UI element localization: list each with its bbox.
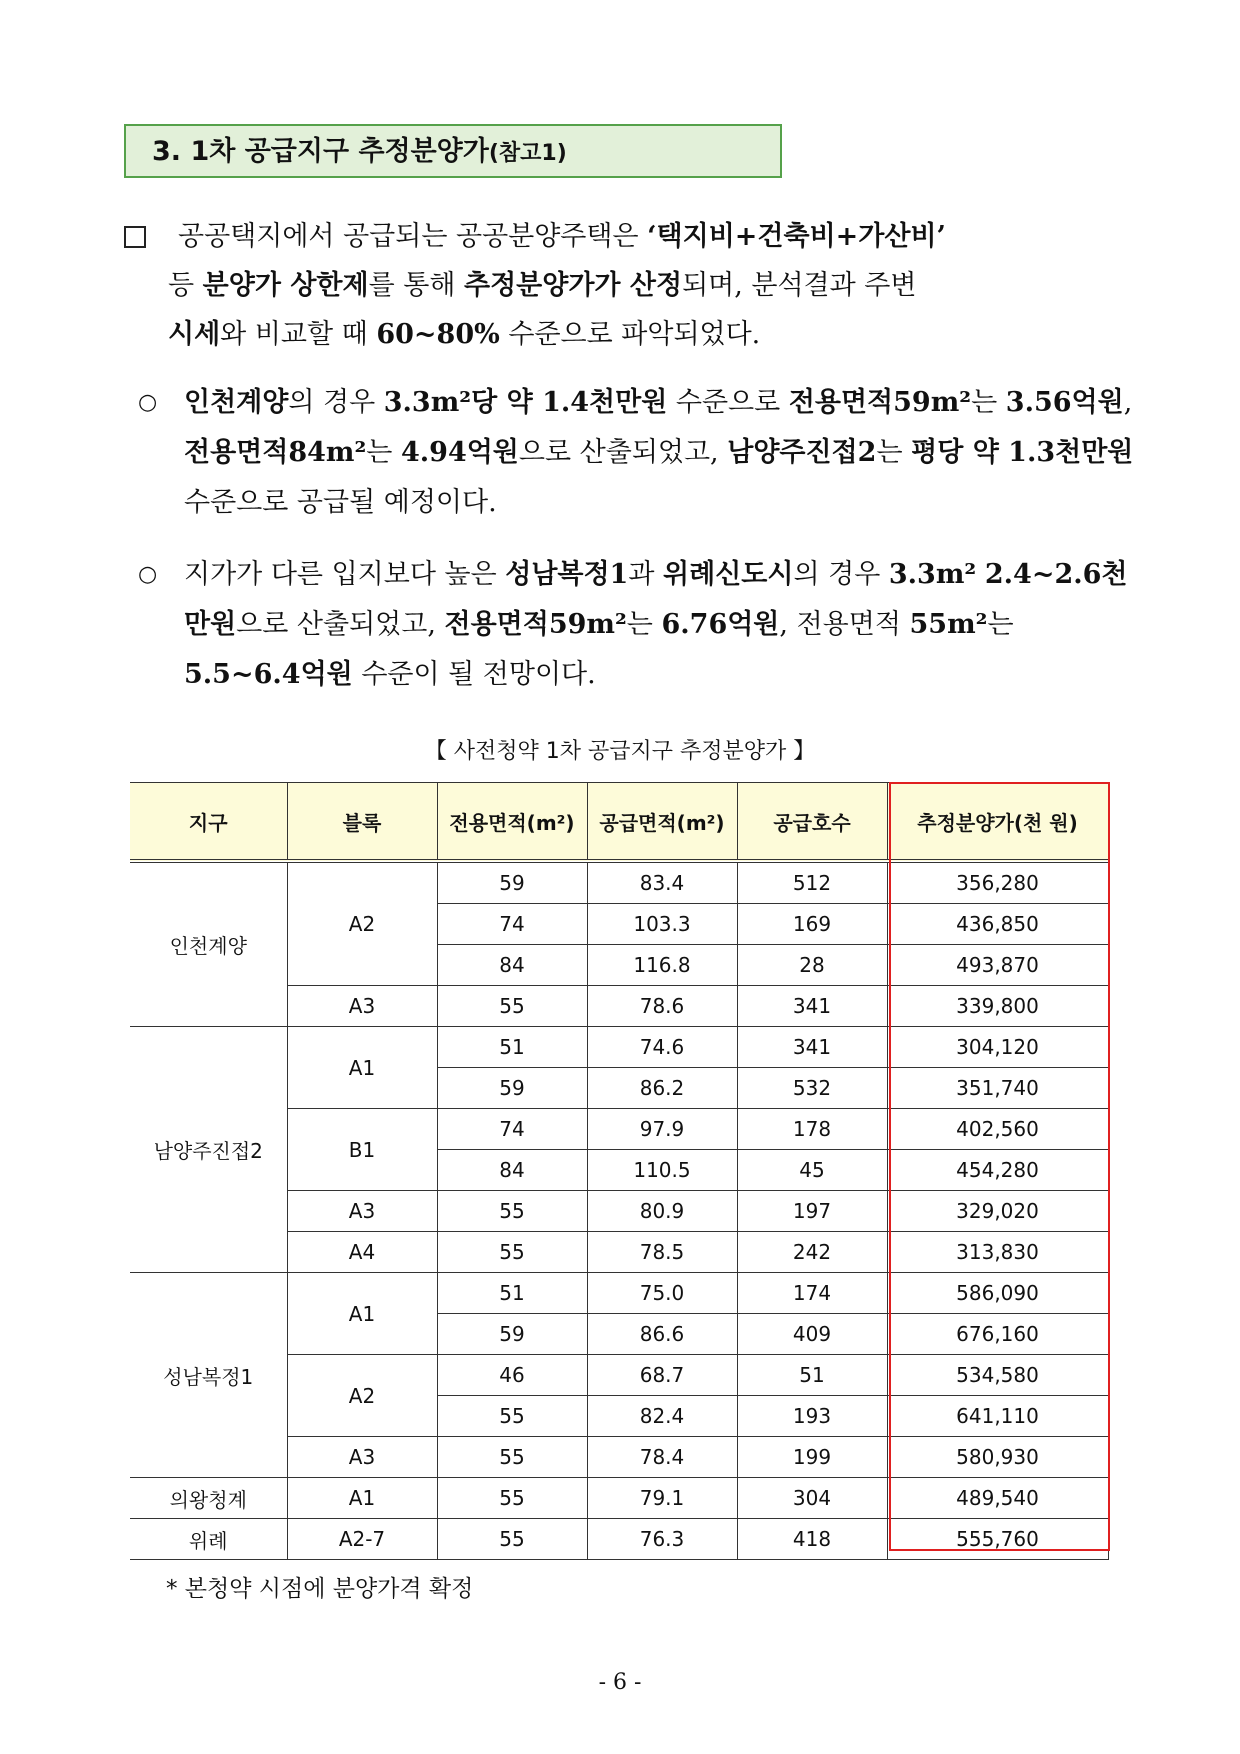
cell: 512 bbox=[737, 861, 887, 904]
cell: 75.0 bbox=[587, 1273, 737, 1314]
page-number: - 6 - bbox=[598, 1670, 642, 1695]
block-cell: B1 bbox=[287, 1109, 437, 1191]
cell: 46 bbox=[437, 1355, 587, 1396]
header-exclusive-area: 전용면적(m²) bbox=[437, 783, 587, 862]
cell: 178 bbox=[737, 1109, 887, 1150]
block-cell: A1 bbox=[287, 1027, 437, 1109]
cell: 641,110 bbox=[887, 1396, 1108, 1437]
cell: 580,930 bbox=[887, 1437, 1108, 1478]
cell: 586,090 bbox=[887, 1273, 1108, 1314]
cell: 51 bbox=[437, 1273, 587, 1314]
header-district: 지구 bbox=[130, 783, 287, 862]
cell: 341 bbox=[737, 1027, 887, 1068]
cell: 97.9 bbox=[587, 1109, 737, 1150]
block-cell: A1 bbox=[287, 1273, 437, 1355]
cell: 193 bbox=[737, 1396, 887, 1437]
circle-bullet-icon: ○ bbox=[138, 562, 158, 587]
cell: 304 bbox=[737, 1478, 887, 1519]
block-cell: A3 bbox=[287, 1191, 437, 1232]
cell: 174 bbox=[737, 1273, 887, 1314]
table-row bbox=[130, 1519, 1108, 1560]
cell: 313,830 bbox=[887, 1232, 1108, 1273]
block-cell: A3 bbox=[287, 986, 437, 1027]
cell: 78.6 bbox=[587, 986, 737, 1027]
cell: 555,760 bbox=[887, 1519, 1108, 1560]
bullet-incheon: ○ 인천계양의 경우 3.3m²당 약 1.4천만원 수준으로 전용면적59m²는 3.56억원, 전용면적84m²는 4.94억원으로 산출되었고, 남양주진접2는 평당 약 1.3천만원 수준으로 공급될 예정이다. bbox=[138, 378, 1134, 528]
cell: 83.4 bbox=[587, 861, 737, 904]
table-row bbox=[130, 1027, 1108, 1068]
cell: 74.6 bbox=[587, 1027, 737, 1068]
cell: 68.7 bbox=[587, 1355, 737, 1396]
cell: 59 bbox=[437, 1314, 587, 1355]
table-row bbox=[130, 1273, 1108, 1314]
cell: 80.9 bbox=[587, 1191, 737, 1232]
block-cell: A1 bbox=[287, 1478, 437, 1519]
cell: 55 bbox=[437, 1396, 587, 1437]
cell: 55 bbox=[437, 1478, 587, 1519]
cell: 489,540 bbox=[887, 1478, 1108, 1519]
cell: 84 bbox=[437, 945, 587, 986]
cell: 55 bbox=[437, 1232, 587, 1273]
cell: 59 bbox=[437, 1068, 587, 1109]
header-units: 공급호수 bbox=[737, 783, 887, 862]
cell: 59 bbox=[437, 861, 587, 904]
cell: 341 bbox=[737, 986, 887, 1027]
cell: 454,280 bbox=[887, 1150, 1108, 1191]
cell: 534,580 bbox=[887, 1355, 1108, 1396]
cell: 55 bbox=[437, 986, 587, 1027]
cell: 356,280 bbox=[887, 861, 1108, 904]
cell: 45 bbox=[737, 1150, 887, 1191]
district-cell: 남양주진접2 bbox=[130, 1027, 287, 1273]
table-row bbox=[130, 861, 1108, 904]
block-cell: A2 bbox=[287, 1355, 437, 1437]
cell: 418 bbox=[737, 1519, 887, 1560]
header-supply-area: 공급면적(m²) bbox=[587, 783, 737, 862]
cell: 110.5 bbox=[587, 1150, 737, 1191]
section-title: 3. 1차 공급지구 추정분양가(참고1) bbox=[124, 124, 782, 178]
cell: 78.5 bbox=[587, 1232, 737, 1273]
cell: 76.3 bbox=[587, 1519, 737, 1560]
cell: 242 bbox=[737, 1232, 887, 1273]
cell: 436,850 bbox=[887, 904, 1108, 945]
district-cell: 위례 bbox=[130, 1519, 287, 1560]
cell: 304,120 bbox=[887, 1027, 1108, 1068]
block-cell: A3 bbox=[287, 1437, 437, 1478]
cell: 82.4 bbox=[587, 1396, 737, 1437]
cell: 79.1 bbox=[587, 1478, 737, 1519]
cell: 532 bbox=[737, 1068, 887, 1109]
district-cell: 의왕청계 bbox=[130, 1478, 287, 1519]
bullet-seongnam: ○ 지가가 다른 입지보다 높은 성남복정1과 위례신도시의 경우 3.3m² 2.4~2.6천만원으로 산출되었고, 전용면적59m²는 6.76억원, 전용면적 55m²는 5.5~6.4억원 수준이 될 전망이다. bbox=[138, 550, 1134, 700]
block-cell: A4 bbox=[287, 1232, 437, 1273]
cell: 86.2 bbox=[587, 1068, 737, 1109]
cell: 351,740 bbox=[887, 1068, 1108, 1109]
cell: 51 bbox=[437, 1027, 587, 1068]
district-cell: 성남복정1 bbox=[130, 1273, 287, 1478]
cell: 86.6 bbox=[587, 1314, 737, 1355]
intro-paragraph: 공공택지에서 공급되는 공공분양주택은 ‘택지비+건축비+가산비’ 등 분양가 상한제를 통해 추정분양가가 산정되며, 분석결과 주변 시세와 비교할 때 60~80% 수준으로 파악되었다. bbox=[124, 212, 1134, 359]
cell: 339,800 bbox=[887, 986, 1108, 1027]
district-cell: 인천계양 bbox=[130, 861, 287, 1027]
table-caption: 【 사전청약 1차 공급지구 추정분양가 】 bbox=[424, 739, 816, 764]
cell: 55 bbox=[437, 1519, 587, 1560]
table-row bbox=[130, 1478, 1108, 1519]
cell: 74 bbox=[437, 904, 587, 945]
circle-bullet-icon: ○ bbox=[138, 390, 158, 415]
checkbox-square-icon bbox=[124, 226, 146, 248]
cell: 402,560 bbox=[887, 1109, 1108, 1150]
cell: 493,870 bbox=[887, 945, 1108, 986]
cell: 676,160 bbox=[887, 1314, 1108, 1355]
cell: 55 bbox=[437, 1437, 587, 1478]
cell: 197 bbox=[737, 1191, 887, 1232]
cell: 329,020 bbox=[887, 1191, 1108, 1232]
block-cell: A2 bbox=[287, 861, 437, 986]
header-block: 블록 bbox=[287, 783, 437, 862]
cell: 84 bbox=[437, 1150, 587, 1191]
cell: 28 bbox=[737, 945, 887, 986]
cell: 169 bbox=[737, 904, 887, 945]
cell: 116.8 bbox=[587, 945, 737, 986]
table-footnote: * 본청약 시점에 분양가격 확정 bbox=[166, 1576, 474, 1602]
header-estimated-price: 추정분양가(천 원) bbox=[887, 783, 1108, 862]
cell: 51 bbox=[737, 1355, 887, 1396]
price-table bbox=[130, 782, 1109, 1560]
cell: 74 bbox=[437, 1109, 587, 1150]
cell: 78.4 bbox=[587, 1437, 737, 1478]
table-header-row bbox=[130, 783, 1108, 862]
block-cell: A2-7 bbox=[287, 1519, 437, 1560]
cell: 103.3 bbox=[587, 904, 737, 945]
cell: 409 bbox=[737, 1314, 887, 1355]
cell: 199 bbox=[737, 1437, 887, 1478]
cell: 55 bbox=[437, 1191, 587, 1232]
